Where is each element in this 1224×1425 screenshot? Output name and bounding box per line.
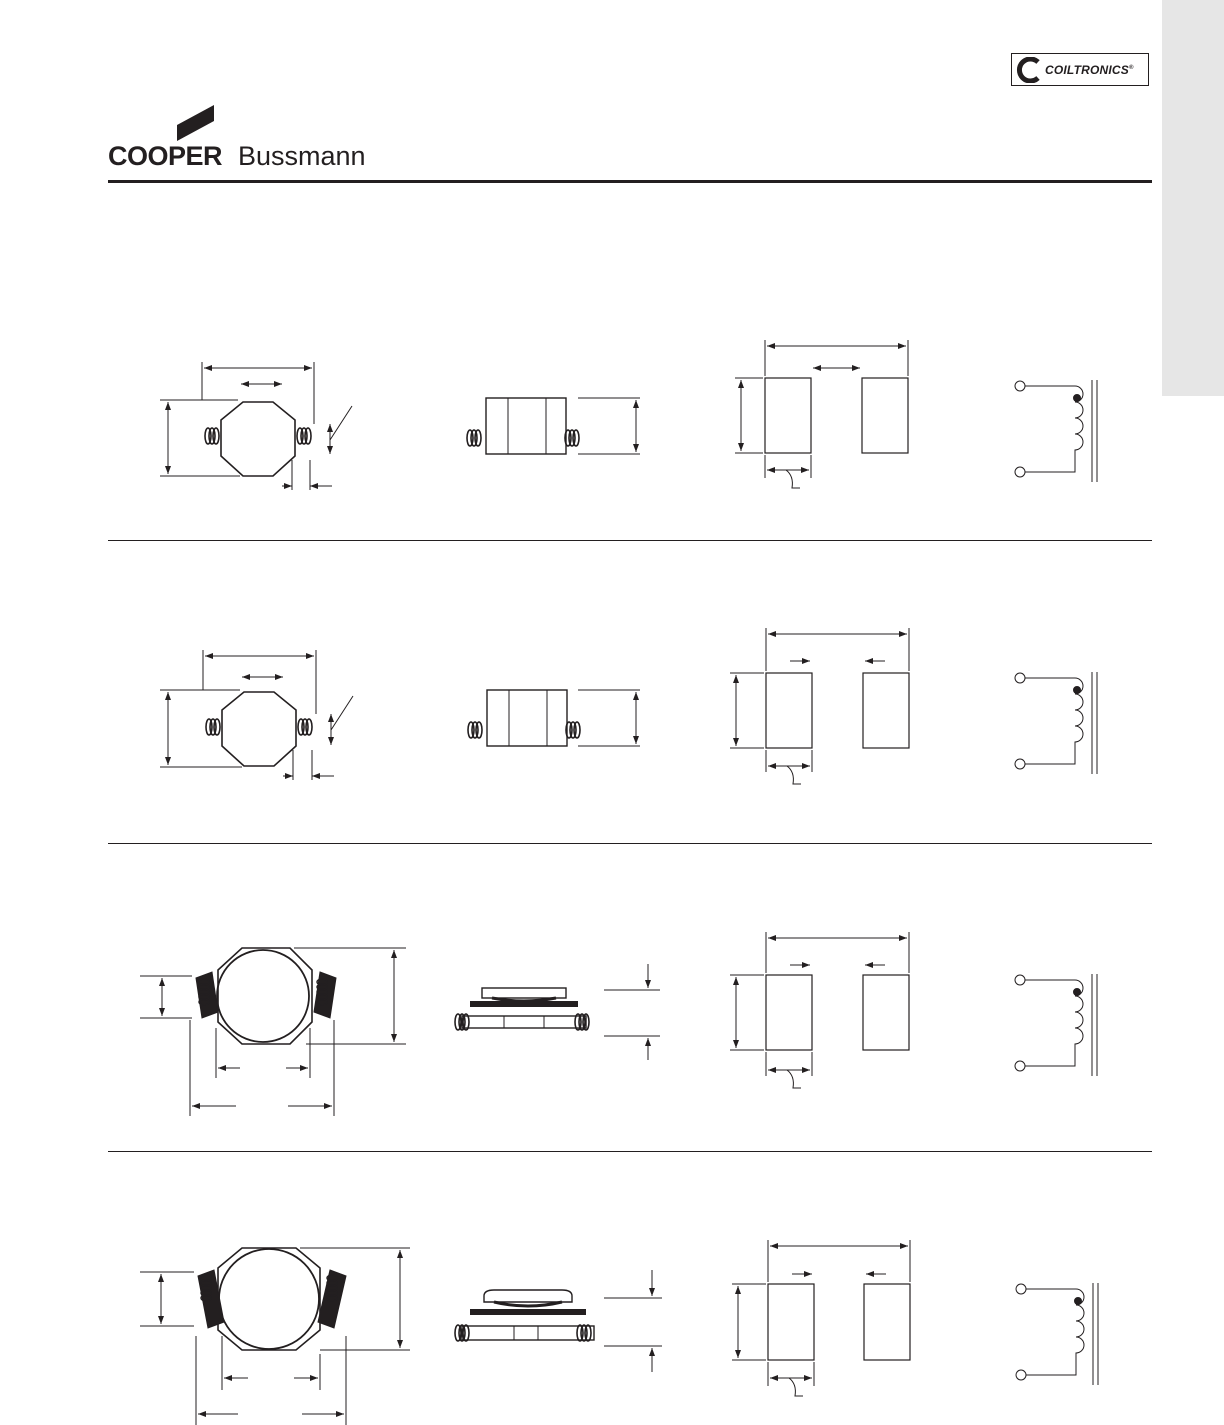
row4-pcb-pad-layout [732, 1240, 910, 1396]
row1-schematic [1015, 380, 1097, 482]
bussmann-wordmark: Bussmann [238, 141, 366, 171]
row2-side-view [468, 690, 640, 746]
row3-side-view [455, 964, 660, 1060]
row3-schematic [1015, 974, 1097, 1076]
coiltronics-wordmark: COILTRONICS® [1045, 63, 1134, 77]
row3-pcb-pad-layout [730, 932, 909, 1088]
row4-schematic [1016, 1283, 1098, 1385]
row2-top-view [160, 650, 353, 780]
row2-schematic [1015, 672, 1097, 774]
row4-side-view [455, 1270, 662, 1372]
row2-pcb-pad-layout [730, 628, 909, 784]
row1-top-view [160, 362, 352, 490]
row3-top-view [140, 948, 406, 1116]
row1-side-view [467, 398, 640, 454]
cooper-wordmark: COOPER [108, 141, 223, 171]
row1-pcb-pad-layout [735, 340, 908, 488]
row4-top-view [140, 1248, 410, 1425]
